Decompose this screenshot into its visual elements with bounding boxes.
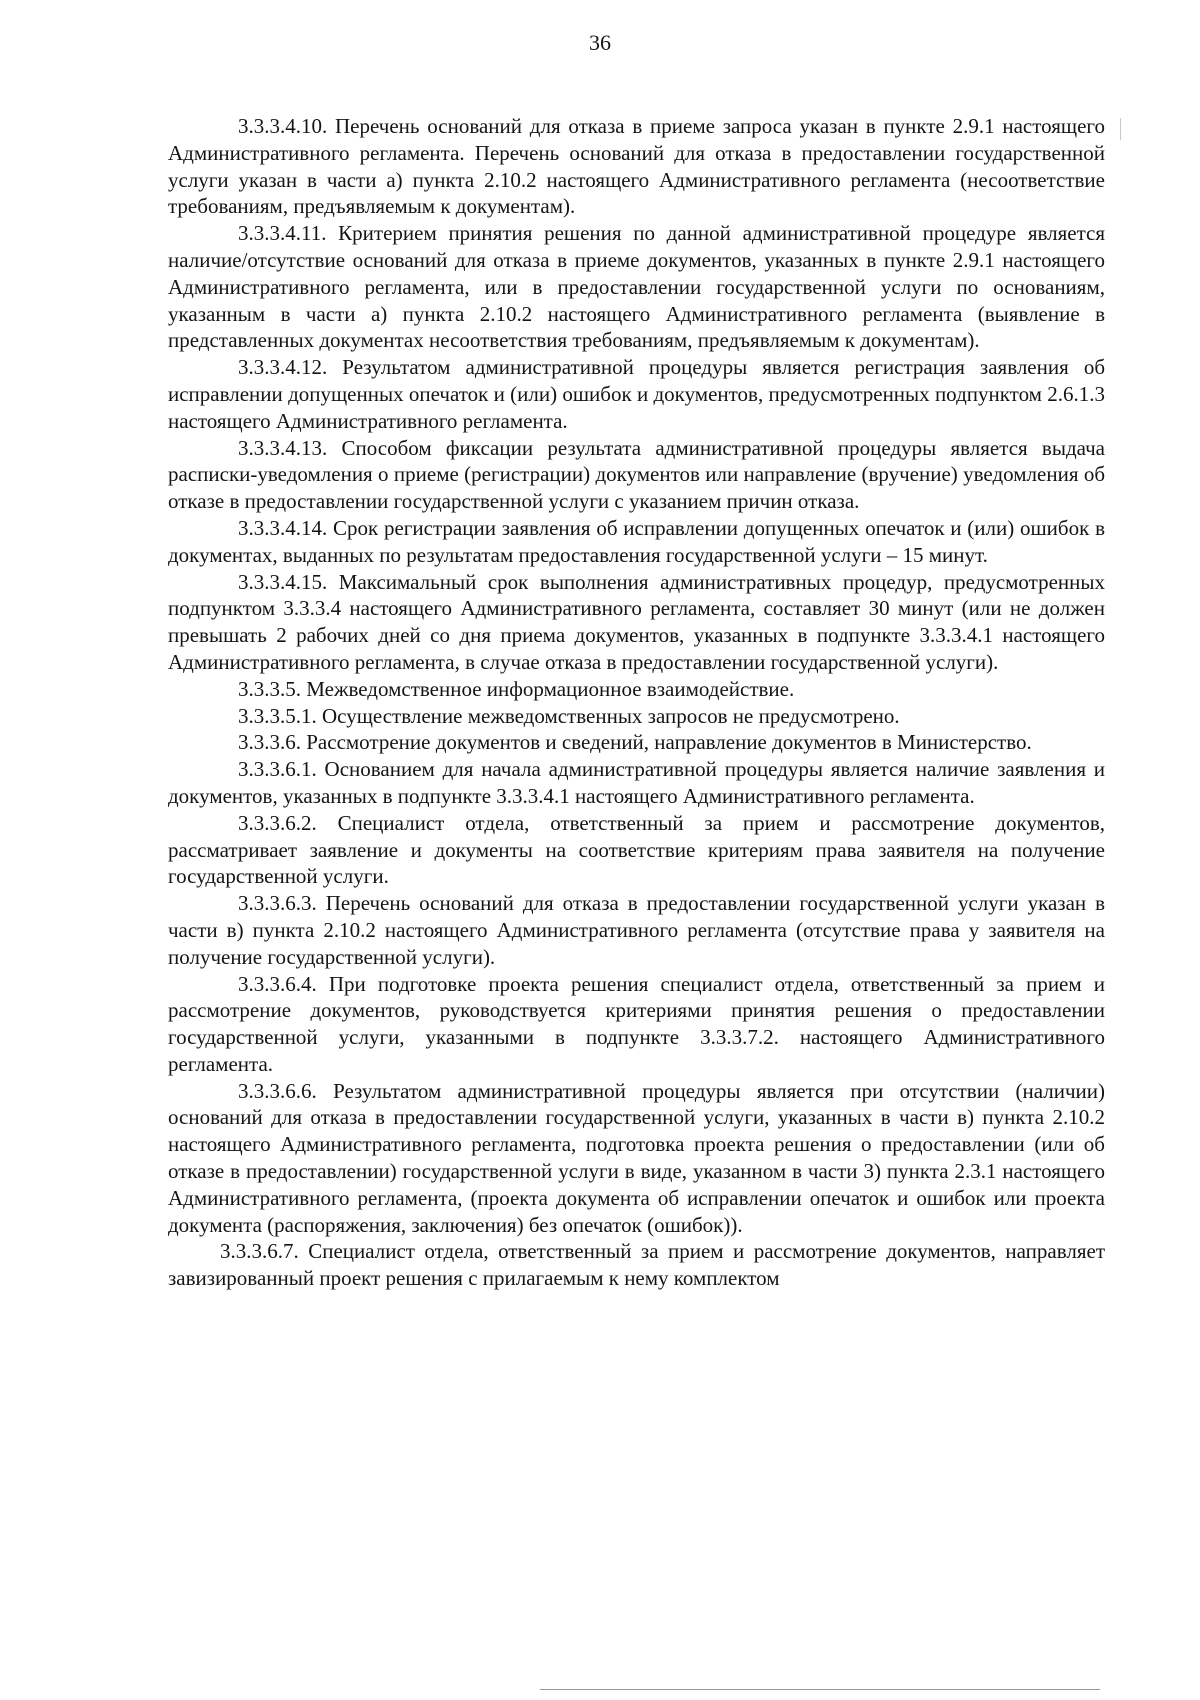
paragraph-3-3-3-6-3: 3.3.3.6.3. Перечень оснований для отказа в предоставлении государственной услуги указан в части в) пункта 2.10.2 настоящего Административного регламента (отсутствие права у заявителя на получение государственной услуги). (168, 891, 1105, 969)
paragraph-3-3-3-6-2: 3.3.3.6.2. Специалист отдела, ответственный за прием и рассмотрение документов, рассматривает заявление и документы на соответствие критериям права заявителя на получение государственной услуги. (168, 810, 1105, 889)
paragraph-3-3-3-4-13: 3.3.3.4.13. Способом фиксации результата административной процедуры является выдача расписки-уведомления о приеме (регистрации) документов или направление (вручение) уведомления об отказе в предоставлении государственной услуги с указанием причин отказа. (168, 435, 1105, 514)
paragraph-3-3-3-5: 3.3.3.5. Межведомственное информационное взаимодействие. (238, 676, 795, 701)
paragraph-3-3-3-6: 3.3.3.6. Рассмотрение документов и сведений, направление документов в Министерство. (238, 730, 1032, 755)
scan-edge-mark (1120, 118, 1121, 140)
paragraph-3-3-3-6-7: 3.3.3.6.7. Специалист отдела, ответственный за прием и рассмотрение документов, направляет завизированный проект решения с прилагаемым к нему комплектом (168, 1239, 1105, 1291)
paragraph-3-3-3-4-11: 3.3.3.4.11. Критерием принятия решения по данной административной процедуре является наличие/отсутствие оснований для отказа в приеме документов, указанных в пункте 2.9.1 настоящего Административного регламента, или в предоставлении государственной услуги по основаниям, указанным в части а) пункта 2.10.2 настоящего Административного регламента (выявление в представленных документах несоответствия требованиям, предъявляемым к документам). (168, 221, 1105, 353)
paragraph-3-3-3-4-12: 3.3.3.4.12. Результатом административной процедуры является регистрация заявления об исправлении допущенных опечаток и (или) ошибок и документов, предусмотренных подпунктом 2.6.1.3 настоящего Административного регламента. (168, 355, 1105, 433)
document-body (168, 113, 1105, 1292)
paragraph-3-3-3-6-1: 3.3.3.6.1. Основанием для начала административной процедуры является наличие заявления и документов, указанных в подпункте 3.3.3.4.1 настоящего Административного регламента. (168, 757, 1105, 808)
paragraph-3-3-3-6-4: 3.3.3.6.4. При подготовке проекта решения специалист отдела, ответственный за прием и рассмотрение документов, руководствуется критериями принятия решения о предоставлении государственной услуги, указанными в подпункте 3.3.3.7.2. настоящего Административного регламента. (168, 971, 1105, 1076)
paragraph-3-3-3-4-15: 3.3.3.4.15. Максимальный срок выполнения административных процедур, предусмотренных подпунктом 3.3.3.4 настоящего Административного регламента, составляет 30 минут (или не должен превышать 2 рабочих дней со дня приема документов, указанных в подпункте 3.3.3.4.1 настоящего Административного регламента, в случае отказа в предоставлении государственной услуги). (168, 569, 1105, 674)
footer-rule (540, 1689, 1100, 1690)
page-number: 36 (589, 30, 611, 55)
paragraph-3-3-3-5-1: 3.3.3.5.1. Осуществление межведомственных запросов не предусмотрено. (238, 703, 900, 728)
paragraph-3-3-3-4-14: 3.3.3.4.14. Срок регистрации заявления об исправлении допущенных опечаток и (или) ошибок в документах, выданных по результатам предоставления государственной услуги – 15 минут. (168, 515, 1105, 567)
paragraph-3-3-3-4-10: 3.3.3.4.10. Перечень оснований для отказа в приеме запроса указан в пункте 2.9.1 настоящего Административного регламента. Перечень оснований для отказа в предоставлении государственной услуги указан в части а) пункта 2.10.2 настоящего Административного регламента (несоответствие требованиям, предъявляемым к документам). (168, 114, 1105, 219)
paragraph-3-3-3-6-6: 3.3.3.6.6. Результатом административной процедуры является при отсутствии (наличии) оснований для отказа в предоставлении государственной услуги, указанных в части в) пункта 2.10.2 настоящего Административного регламента, подготовка проекта решения о предоставлении (или об отказе в предоставлении) государственной услуги в виде, указанном в части 3) пункта 2.3.1 настоящего Административного регламента, (проекта документа об исправлении опечаток и ошибок или проекта документа (распоряжения, заключения) без опечаток (ошибок)). (168, 1078, 1105, 1237)
